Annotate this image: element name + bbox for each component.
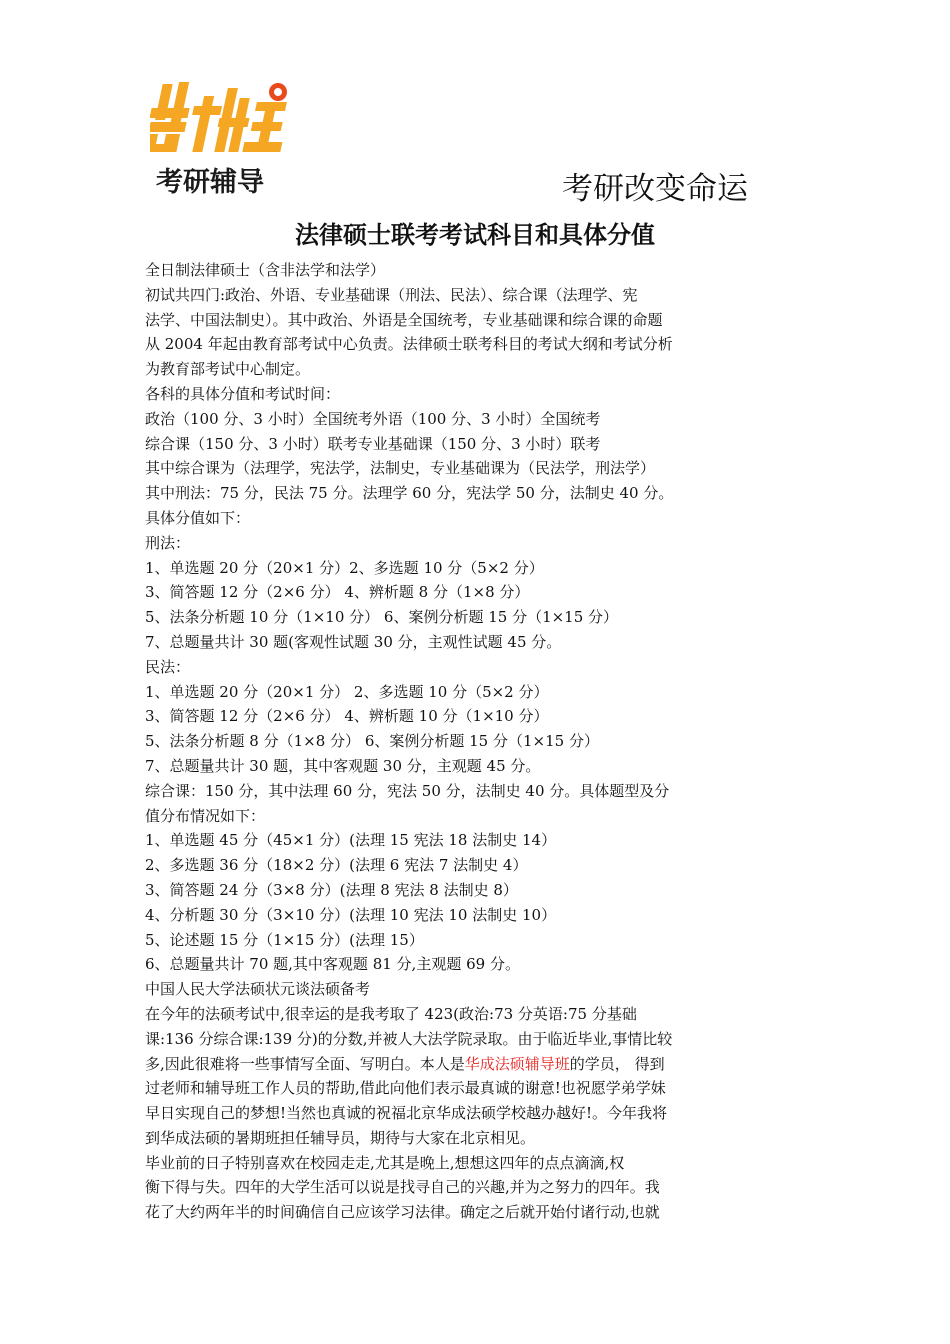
text-fragment: 的学员， 得到 (569, 1054, 665, 1073)
article-body (145, 258, 745, 1225)
text-line: 7、总题量共计 30 题(客观性试题 30 分，主观性试题 45 分。 (145, 632, 562, 651)
text-line: 2、多选题 36 分（18×2 分）(法理 6 宪法 7 法制史 4） (145, 856, 528, 875)
text-line: 3、简答题 24 分（3×8 分）(法理 8 宪法 8 法制史 8） (145, 880, 518, 899)
text-line: 衡下得与失。四年的大学生活可以说是找寻自己的兴趣,并为之努力的四年。我 (145, 1178, 660, 1197)
text-line-with-link (145, 1052, 745, 1077)
text-line: 全日制法律硕士（含非法学和法学） (145, 261, 386, 279)
text-line: 早日实现自己的梦想!当然也真诚的祝福北京华成法硕学校越办越好!。今年我将 (145, 1104, 668, 1123)
text-line: 花了大约两年半的时间确信自己应该学习法律。确定之后就开始付诸行动,也就 (145, 1203, 660, 1222)
brand-logo (150, 78, 300, 198)
text-line: 1、单选题 45 分（45×1 分）(法理 15 宪法 18 法制史 14） (145, 831, 557, 850)
text-line: 综合课：150 分，其中法理 60 分，宪法 50 分，法制史 40 分。具体题型及分 (145, 781, 670, 800)
page-title: 法律硕士联考考试科目和具体分值 (295, 221, 655, 249)
text-line: 其中综合课为（法理学，宪法学，法制史，专业基础课为（民法学，刑法学） (145, 459, 656, 478)
logo-mark (150, 78, 300, 158)
text-line: 法学、中国法制史）。其中政治、外语是全国统考，专业基础课和综合课的命题 (145, 310, 663, 329)
text-line: 在今年的法硕考试中,很幸运的是我考取了 423(政治:73 分英语:75 分基础 (145, 1004, 637, 1023)
huacheng-course-link[interactable]: 华成法硕辅导班 (464, 1054, 570, 1073)
text-line: 为教育部考试中心制定。 (145, 360, 311, 379)
text-line: 5、法条分析题 8 分（1×8 分） 6、案例分析题 15 分（1×15 分） (145, 732, 599, 751)
text-line: 1、单选题 20 分（20×1 分） 2、多选题 10 分（5×2 分） (145, 682, 549, 701)
text-line: 初试共四门:政治、外语、专业基础课（刑法、民法）、综合课（法理学、宪 (145, 285, 638, 304)
text-line: 5、法条分析题 10 分（1×10 分） 6、案例分析题 15 分（1×15 分） (145, 608, 619, 627)
text-line: 5、论述题 15 分（1×15 分）(法理 15） (145, 930, 424, 949)
text-line: 值分布情况如下： (145, 806, 266, 825)
text-line: 3、简答题 12 分（2×6 分） 4、辨析题 8 分（1×8 分） (145, 583, 530, 602)
text-line: 课:136 分综合课:139 分)的分数,并被人大法学院录取。由于临近毕业,事情比较 (145, 1029, 673, 1048)
text-line: 到华成法硕的暑期班担任辅导员，期待与大家在北京相见。 (145, 1128, 536, 1147)
text-line: 6、总题量共计 70 题,其中客观题 81 分,主观题 69 分。 (145, 955, 520, 974)
text-line: 过老师和辅导班工作人员的帮助,借此向他们表示最真诚的谢意!也祝愿学弟学妹 (145, 1079, 666, 1098)
text-line: 政治（100 分、3 小时）全国统考外语（100 分、3 小时）全国统考 (145, 409, 601, 428)
text-line: 民法： (145, 657, 191, 676)
slogan: 考研改变命运 (562, 171, 748, 207)
text-line: 3、简答题 12 分（2×6 分） 4、辨析题 10 分（1×10 分） (145, 707, 549, 726)
text-line: 中国人民大学法硕状元谈法硕备考 (145, 980, 371, 999)
text-line: 1、单选题 20 分（20×1 分）2、多选题 10 分（5×2 分） (145, 558, 544, 577)
text-line: 综合课（150 分、3 小时）联考专业基础课（150 分、3 小时）联考 (145, 434, 601, 453)
text-line: 4、分析题 30 分（3×10 分）(法理 10 宪法 10 法制史 10） (145, 905, 557, 924)
text-line: 7、总题量共计 30 题，其中客观题 30 分，主观题 45 分。 (145, 756, 541, 775)
text-line: 其中刑法：75 分，民法 75 分。法理学 60 分，宪法学 50 分，法制史 40 分。 (145, 484, 674, 503)
text-line: 从 2004 年起由教育部考试中心负责。法律硕士联考科目的考试大纲和考试分析 (145, 335, 673, 354)
text-line: 具体分值如下： (145, 508, 251, 527)
text-line: 各科的具体分值和考试时间： (145, 384, 341, 403)
text-line: 刑法： (145, 533, 191, 552)
text-fragment: 多,因此很难将一些事情写全面、写明白。本人是 (145, 1054, 465, 1073)
logo-subtitle: 考研辅导 (156, 167, 264, 198)
text-line: 毕业前的日子特别喜欢在校园走走,尤其是晚上,想想这四年的点点滴滴,权 (145, 1153, 625, 1172)
